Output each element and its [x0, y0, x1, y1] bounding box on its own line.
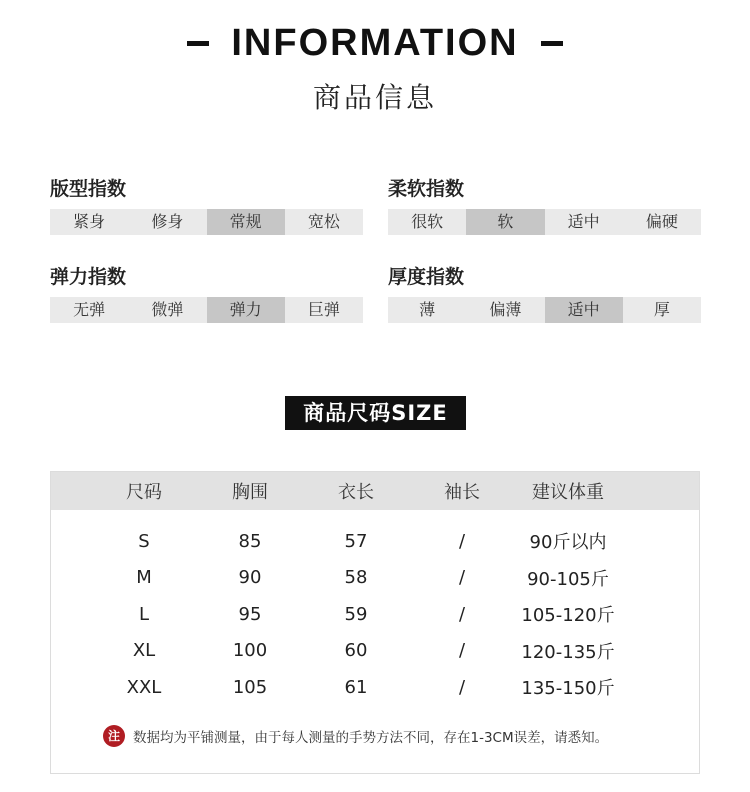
index-bar	[50, 209, 363, 235]
table-row	[51, 633, 699, 670]
table-cell: /	[458, 676, 466, 698]
index-option: 偏硬	[645, 212, 678, 231]
table-cell: 59	[344, 603, 368, 625]
table-cell: XXL	[126, 676, 162, 698]
index-option: 厚	[653, 300, 670, 319]
table-cell: S	[138, 530, 150, 552]
table-cell: 135-150斤	[521, 678, 615, 700]
index-group-fit	[50, 175, 363, 235]
index-option: 巨弹	[307, 300, 340, 319]
page-subtitle: 商品信息	[312, 81, 437, 114]
table-cell: M	[136, 567, 152, 589]
size-section-badge: 商品尺码SIZE	[285, 396, 466, 430]
index-option-selected: 软	[466, 209, 544, 235]
table-cell: 58	[344, 567, 368, 589]
table-cell: 120-135斤	[521, 641, 615, 663]
table-cell: 57	[344, 530, 368, 552]
note-icon: 注	[103, 725, 125, 747]
size-table	[50, 471, 700, 774]
index-bar	[388, 209, 701, 235]
measurement-note	[103, 725, 608, 747]
column-header: 建议体重	[532, 482, 604, 503]
table-body	[51, 510, 699, 706]
column-header: 衣长	[338, 482, 374, 503]
index-group-thickness	[388, 263, 701, 323]
column-header: 胸围	[232, 482, 268, 503]
page-title	[0, 22, 750, 65]
index-option-selected: 常规	[207, 209, 285, 235]
index-label: 柔软指数	[388, 178, 465, 200]
index-bar	[50, 297, 363, 323]
index-option: 宽松	[307, 212, 340, 231]
title-left-dash	[187, 41, 209, 46]
table-cell: /	[458, 530, 466, 552]
table-cell: /	[458, 603, 466, 625]
index-option: 薄	[419, 300, 436, 319]
note-text: 数据均为平铺测量，由于每人测量的手势方法不同，存在1-3CM误差，请悉知。	[133, 730, 609, 746]
index-option: 很软	[411, 212, 444, 231]
index-label: 弹力指数	[50, 266, 127, 288]
column-header: 袖长	[444, 482, 480, 503]
table-cell: XL	[132, 640, 156, 662]
index-group-elasticity	[50, 263, 363, 323]
table-header	[51, 472, 699, 510]
column-header: 尺码	[126, 482, 162, 503]
table-cell: 100	[232, 640, 268, 662]
table-cell: 105	[232, 676, 268, 698]
index-option: 无弹	[73, 300, 106, 319]
index-group-softness	[388, 175, 701, 235]
table-cell: 90	[238, 567, 262, 589]
table-cell: 95	[238, 603, 262, 625]
index-option: 紧身	[73, 212, 106, 231]
index-option: 微弹	[151, 300, 184, 319]
index-bar	[388, 297, 701, 323]
table-cell: /	[458, 567, 466, 589]
table-row	[51, 523, 699, 560]
table-cell: 61	[344, 676, 368, 698]
index-label: 厚度指数	[388, 266, 465, 288]
table-cell: L	[138, 603, 150, 625]
index-label: 版型指数	[50, 178, 127, 200]
table-cell: /	[458, 640, 466, 662]
table-row	[51, 669, 699, 706]
index-option: 偏薄	[489, 300, 522, 319]
table-cell: 90-105斤	[527, 568, 609, 590]
table-cell: 85	[238, 530, 262, 552]
index-option: 适中	[567, 212, 600, 231]
table-row	[51, 596, 699, 633]
table-cell: 60	[344, 640, 368, 662]
index-option-selected: 弹力	[207, 297, 285, 323]
index-option: 修身	[151, 212, 184, 231]
index-option-selected: 适中	[545, 297, 623, 323]
table-cell: 105-120斤	[521, 605, 615, 627]
table-cell: 90斤以内	[529, 532, 607, 554]
title-right-dash	[541, 41, 563, 46]
title-text: INFORMATION	[231, 22, 519, 64]
table-row	[51, 560, 699, 597]
